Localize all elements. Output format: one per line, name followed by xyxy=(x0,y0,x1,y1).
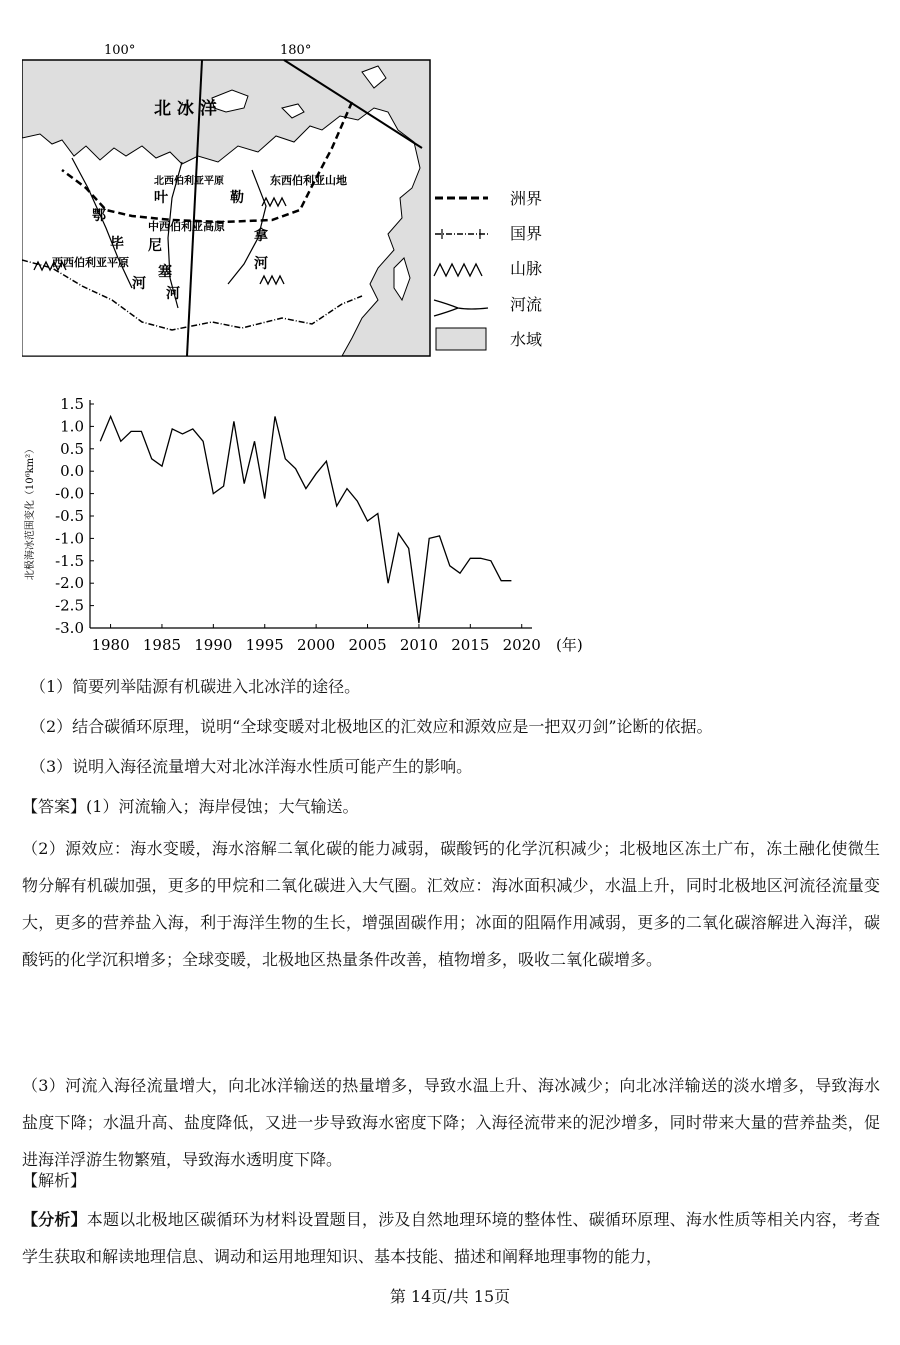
map-legend xyxy=(430,180,590,360)
chart-y-tick-label: -2.0 xyxy=(55,574,84,593)
question-1: （1）简要列举陆源有机碳进入北冰洋的途径。 xyxy=(30,677,361,696)
chart-x-tick-label: 2000 xyxy=(297,636,336,654)
question-3: （3）说明入海径流量增大对北冰洋海水性质可能产生的影响。 xyxy=(30,757,473,776)
page-footer: 第 14页/共 15页 xyxy=(389,1287,511,1306)
siberia-map xyxy=(22,38,432,358)
mountain-icon xyxy=(434,264,482,276)
answer-1-text: (1）河流输入；海岸侵蚀；大气输送。 xyxy=(86,797,359,816)
answer-paragraph-3: （3）河流入海径流量增大，向北冰洋输送的热量增多，导致水温上升、海冰减少；向北冰洋输送的淡水增多，导致海水盐度下降；水温升高、盐度降低，又进一步导致海水密度下降；入海径流带来的泥沙增多，同时带来大量的营养盐类，促进海洋浮游生物繁殖，导致海水透明度下降。 xyxy=(22,1076,880,1169)
north-siberian-plain-label: 北西伯利亚平原 xyxy=(154,176,224,187)
chart-y-tick-label: 0.0 xyxy=(60,462,84,481)
chart-x-tick-label: 2015 xyxy=(451,636,490,654)
answer-paragraph-1 xyxy=(22,788,880,825)
chart-x-tick-label: 2020 xyxy=(502,636,541,654)
lena-char-2: 拿 xyxy=(254,228,268,244)
arctic-ocean-label: 北 冰 洋 xyxy=(154,99,217,119)
chart-y-tick-label: 1.0 xyxy=(60,417,84,436)
fenxi-text: 本题以北极地区碳循环为材料设置题目，涉及自然地理环境的整体性、碳循环原理、海水性质等相关内容，考查学生获取和解读地理信息、调动和运用地理知识、基本技能、描述和阐释地理事物的能力， xyxy=(22,1210,880,1266)
river-icon xyxy=(434,300,488,316)
chart-y-tick-label: -0.5 xyxy=(55,507,84,525)
chart-x-tick-label: 2010 xyxy=(399,636,439,654)
chart-y-tick-label: -2.5 xyxy=(55,596,84,615)
sea-ice-series-line xyxy=(100,416,511,623)
question-2: （2）结合碳循环原理，说明“全球变暖对北极地区的汇效应和源效应是一把双刃剑”论断的依据。 xyxy=(30,717,713,736)
lena-char-1: 勒 xyxy=(230,190,244,206)
answer-label: 【答案】 xyxy=(22,797,87,816)
west-siberian-plain-label: 西西伯利亚平原 xyxy=(52,256,129,269)
chart-x-tick-label: 1980 xyxy=(91,636,130,654)
central-siberian-plateau-label: 中西伯利亚高原 xyxy=(148,220,225,233)
legend-label-national-boundary: 国界 xyxy=(510,224,543,243)
yenisei-char-4: 河 xyxy=(166,286,180,302)
fenxi-label: 【分析】 xyxy=(22,1210,87,1229)
chart-x-tick-label: 1990 xyxy=(194,636,233,654)
chart-y-tick-label: -3.0 xyxy=(55,619,84,637)
legend-label-continent-boundary: 洲界 xyxy=(510,189,543,208)
chart-y-tick-label: -1.5 xyxy=(55,551,84,570)
chart-y-tick-label: 0.5 xyxy=(60,439,84,458)
answer-paragraph-2: （2）源效应：海水变暖，海水溶解二氧化碳的能力减弱，碳酸钙的化学沉积减少；北极地区冻土广布，冻土融化使微生物分解有机碳加强，更多的甲烷和二氧化碳进入大气圈。汇效应：海冰面积减少，水温上升，同时北极地区河流径流量变大，更多的营养盐入海，利于海洋生物的生长，增强固碳作用；冰面的阻隔作用减弱，更多的二氧化碳溶解进入海洋，碳酸钙的化学沉积增多；全球变暖，北极地区热量条件改善，植物增多，吸收二氧化碳增多。 xyxy=(22,839,880,969)
legend-label-water: 水域 xyxy=(510,330,543,349)
chart-x-tick-label: 2005 xyxy=(348,636,387,654)
longitude-100-label: 100° xyxy=(104,43,136,58)
yenisei-char-2: 尼 xyxy=(148,238,162,254)
chart-y-tick-label: -0.0 xyxy=(55,484,84,503)
national-boundary-icon xyxy=(435,229,488,239)
chart-x-tick-label: 1995 xyxy=(245,636,284,654)
ob-char-1: 鄂 xyxy=(92,208,106,224)
chart-y-tick-label: -1.0 xyxy=(55,529,84,548)
longitude-180-label: 180° xyxy=(280,43,312,58)
analysis-label: 【解析】 xyxy=(22,1171,87,1190)
water-area-icon xyxy=(436,328,486,350)
yenisei-char-1: 叶 xyxy=(154,190,168,206)
chart-x-tick-label: 1985 xyxy=(142,636,182,654)
chart-y-axis-label: 北极海冰范围变化（10⁶km²） xyxy=(25,443,36,581)
ob-char-3: 河 xyxy=(132,276,146,292)
lena-char-3: 河 xyxy=(254,256,268,272)
sea-ice-chart xyxy=(20,392,590,657)
legend-label-mountain: 山脉 xyxy=(510,259,543,278)
yenisei-char-3: 塞 xyxy=(158,264,172,280)
legend-label-river: 河流 xyxy=(510,295,543,314)
chart-y-tick-label: 1.5 xyxy=(60,395,84,413)
ob-char-2: 毕 xyxy=(110,236,124,252)
analysis-paragraph xyxy=(22,1201,880,1275)
east-siberian-mountains-label: 东西伯利亚山地 xyxy=(270,174,347,187)
chart-x-axis-label: (年) xyxy=(556,636,583,654)
